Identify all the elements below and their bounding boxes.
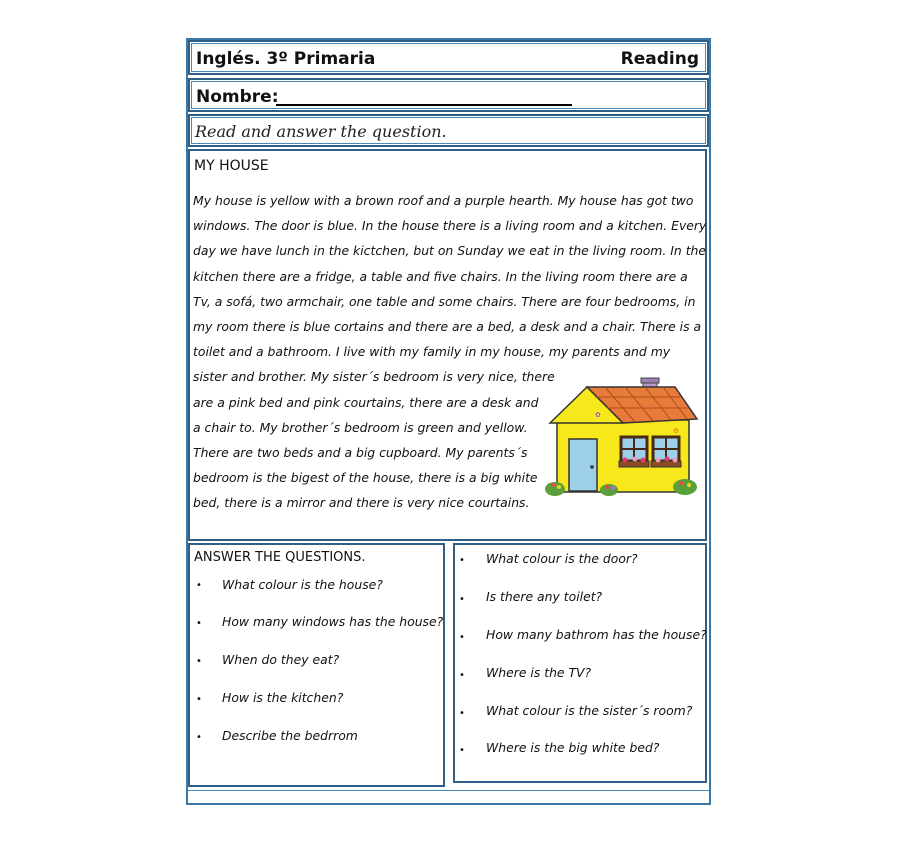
passage-line: a chair to. My brother´s bedroom is green and yellow. [193,419,528,435]
passage-line: are a pink bed and pink courtains, there are a desk and [193,394,539,410]
header-bar [188,40,709,75]
passage-line: kitchen there are a fridge, a table and five chairs. In the living room there are a [193,268,688,284]
question-left-1: What colour is the house? [222,577,383,592]
bullet-icon: • [459,555,465,566]
svg-text:✿: ✿ [595,411,601,419]
subject-title: Inglés. 3º Primaria [196,49,376,69]
passage-line: My house is yellow with a brown roof and a purple hearth. My house has got two [193,193,694,208]
passage-line: day we have lunch in the kictchen, but on Sunday we eat in the living room. In the [193,243,707,259]
bullet-icon: • [196,656,202,667]
bullet-icon: • [196,732,202,743]
question-right-1: What colour is the door? [486,551,638,566]
bullet-icon: • [196,618,202,629]
passage-line: bed, there is a mirror and there is very nice courtains. [193,495,530,511]
house-illustration [545,375,700,500]
bullet-icon: • [459,670,465,681]
questions-heading: ANSWER THE QUESTIONS. [194,550,366,565]
instruction-text: Read and answer the question. [195,122,447,141]
passage-title: MY HOUSE [194,158,269,174]
question-right-3: How many bathrom has the house? [486,627,707,642]
passage-line: toilet and a bathroom. I live with my family in my house, my parents and my [193,344,671,360]
bullet-icon: • [459,594,465,605]
bullet-icon: • [459,708,465,719]
passage-line: There are two beds and a big cupboard. My parents´s [193,445,528,461]
instruction-row [188,114,709,147]
bottom-divider [188,790,709,791]
passage-line: windows. The door is blue. In the house there is a living room and a kitchen. Every [193,218,707,234]
question-left-3: When do they eat? [222,652,340,667]
bullet-icon: • [196,580,202,591]
svg-text:✿: ✿ [673,427,679,435]
passage-line: Tv, a sofá, two armchair, one table and some chairs. There are four bedrooms, in [193,293,696,309]
name-row [188,78,709,112]
section-title: Reading [620,49,699,69]
passage-line: sister and brother. My sister´s bedroom is very nice, there [193,369,555,385]
question-right-2: Is there any toilet? [486,589,603,604]
question-left-5: Describe the bedrrom [222,728,358,743]
name-input-line[interactable] [276,104,572,106]
question-right-5: What colour is the sister´s room? [486,703,693,718]
passage-line: bedroom is the bigest of the house, there is a big white [193,470,538,486]
question-right-4: Where is the TV? [486,665,592,680]
question-right-6: Where is the big white bed? [486,740,660,755]
question-left-4: How is the kitchen? [222,690,344,705]
bullet-icon: • [459,632,465,643]
bullet-icon: • [459,745,465,756]
question-left-2: How many windows has the house? [222,614,444,629]
passage-line: my room there is blue cortains and there are a bed, a desk and a chair. There is a [193,319,702,335]
bullet-icon: • [196,694,202,705]
name-label: Nombre: [196,87,279,107]
